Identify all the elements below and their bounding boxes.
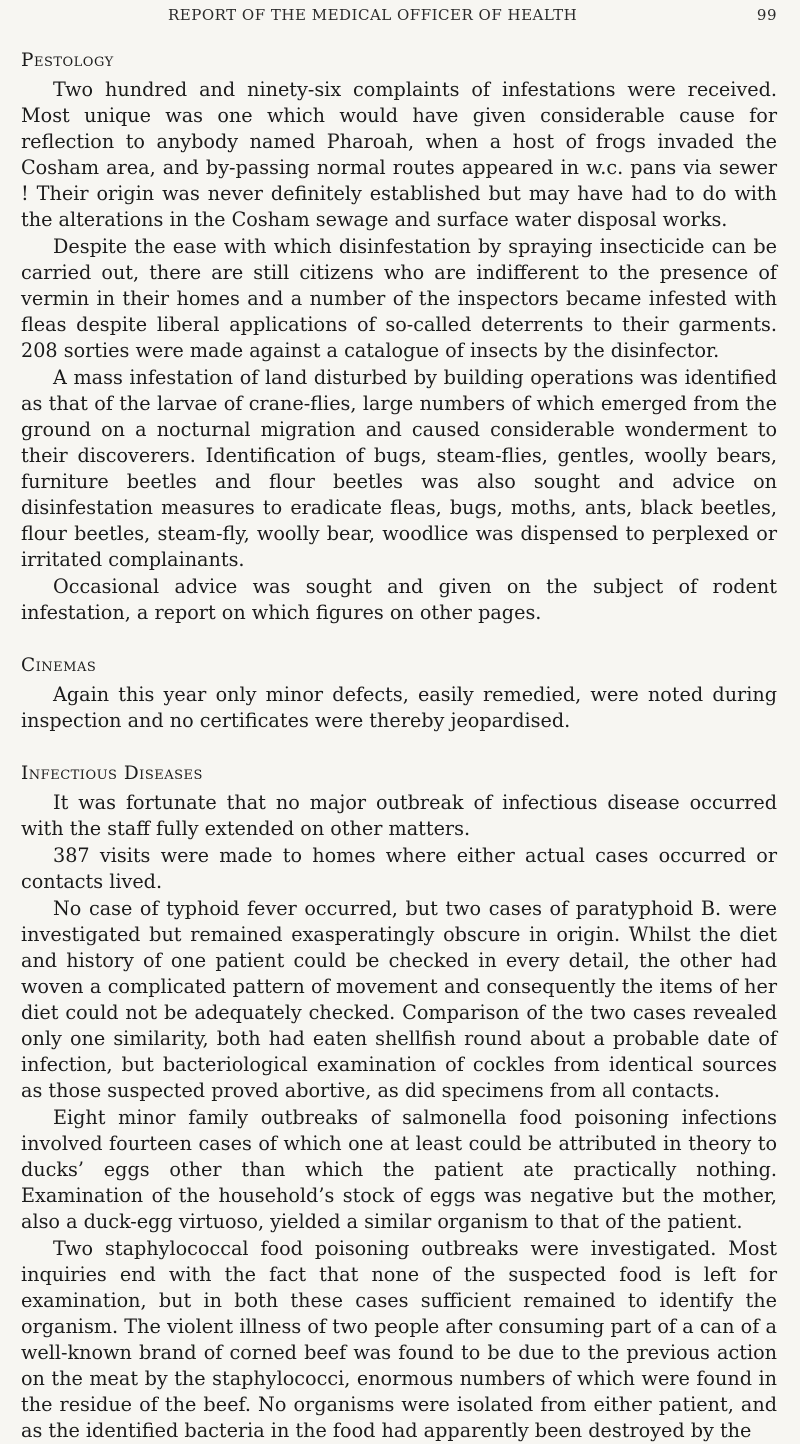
running-title: REPORT OF THE MEDICAL OFFICER OF HEALTH — [168, 6, 578, 24]
running-header — [21, 6, 777, 28]
page-number: 99 — [756, 6, 777, 24]
paragraph: 387 visits were made to homes where either actual cases occurred or contacts lived. — [21, 844, 777, 893]
paragraph: Two hundred and ninety-six complaints of infestations were received. Most unique was one which would have given considerable cause for reflection to anybody named Pharoah, when a host of frogs invaded the Cosham area, and by-passing normal routes appeared in w.c. pans via sewer ! Their origin was never definitely established but may have had to do with the alterations in the Cosham sewage and surface water disposal works. — [21, 78, 777, 231]
paragraph: A mass infestation of land disturbed by building operations was identified as that of the larvae of crane-flies, large numbers of which emerged from the ground on a nocturnal migration and caused considerable wonderment to their discoverers. Identification of bugs, steam-flies, gentles, woolly bears, furniture beetles and flour beetles was also sought and advice on disinfestation measures to eradicate fleas, bugs, moths, ants, black beetles, flour beetles, steam-fly, woolly bear, woodlice was dispensed to perplexed or irritated complainants. — [21, 366, 777, 571]
section-heading: Cinemas — [21, 655, 97, 676]
section-cinemas — [21, 654, 777, 734]
paragraph: No case of typhoid fever occurred, but two cases of paratyphoid B. were investigated but remained exasperatingly obscure in origin. Whilst the diet and history of one patient could be checked in every detail, the other had woven a complicated pattern of movement and consequently the items of her diet could not be adequately checked. Comparison of the two cases revealed only one similarity, both had eaten shellfish round about a probable date of infection, but bacteriological examination of cockles from identical sources as those suspected proved abortive, as did specimens from all contacts. — [21, 897, 777, 1102]
paragraph: Two staphylococcal food poisoning outbreaks were investigated. Most inquiries end with the fact that none of the suspected food is left for examination, but in both these cases sufficient remained to identify the organism. The violent illness of two people after consuming part of a can of a well-known brand of corned beef was found to be due to the previous action on the meat by the staphylococci, enormous numbers of which were found in the residue of the beef. No organisms were isolated from either patient, and as the identified bacteria in the food had apparently been destroyed by the — [21, 1237, 777, 1442]
section-infectious-diseases — [21, 762, 777, 1444]
paragraph: Eight minor family outbreaks of salmonella food poisoning infections involved fourteen cases of which one at least could be attributed in theory to ducks’ eggs other than which the patient ate practically nothing. Examination of the household’s stock of eggs was negative but the mother, also a duck-egg virtuoso, yielded a similar organism to that of the patient. — [21, 1106, 777, 1233]
paragraph: Occasional advice was sought and given on the subject of rodent infestation, a report on which figures on other pages. — [21, 575, 777, 624]
section-pestology — [21, 49, 777, 626]
paragraph: Again this year only minor defects, easily remedied, were noted during inspection and no certificates were thereby jeopardised. — [21, 683, 777, 732]
section-heading: Pestology — [21, 50, 114, 71]
paragraph: Despite the ease with which disinfestation by spraying insecticide can be carried out, there are still citizens who are indifferent to the presence of vermin in their homes and a number of the inspectors became infested with fleas despite liberal applications of so-called deterrents to their garments. 208 sorties were made against a catalogue of insects by the disinfector. — [21, 235, 777, 362]
paragraph: It was fortunate that no major outbreak of infectious disease occurred with the staff fully extended on other matters. — [21, 791, 777, 840]
section-heading: Infectious Diseases — [21, 763, 203, 784]
